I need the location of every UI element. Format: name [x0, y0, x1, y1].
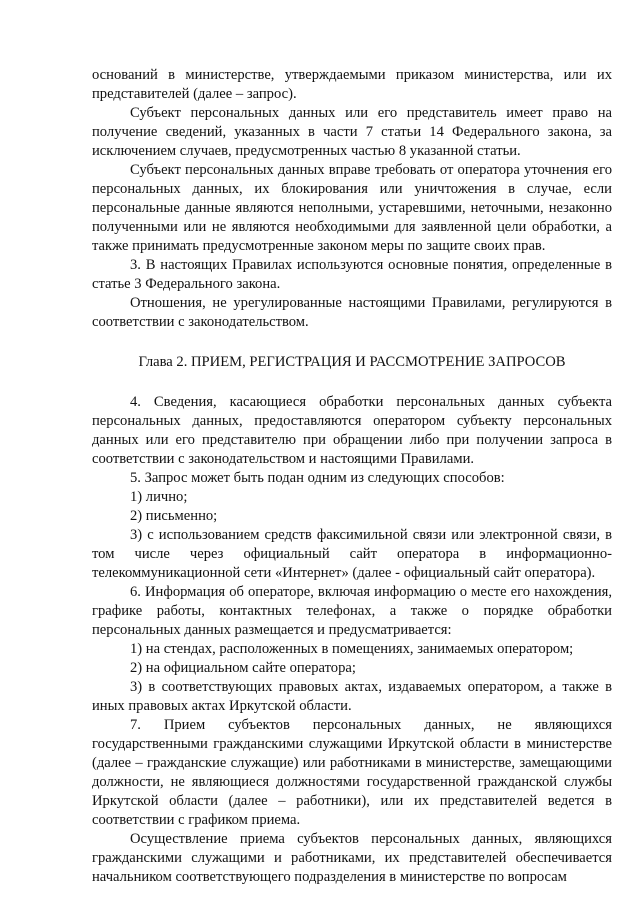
list-item: 1) на стендах, расположенных в помещениях, занимаемых оператором;: [130, 641, 574, 657]
paragraph-right-to-info: Субъект персональных данных или его представитель имеет право на получение сведений, указанных в части 7 статьи 14 Федерального закона, за исключением случаев, предусмотренных частью 8 указанной статьи.: [92, 105, 612, 159]
paragraph-item-5-intro: 5. Запрос может быть подан одним из следующих способов:: [130, 470, 505, 486]
list-item: 1) лично;: [130, 489, 188, 505]
paragraph-relations: Отношения, не урегулированные настоящими Правилами, регулируются в соответствии с законодательством.: [92, 295, 612, 330]
paragraph-reception: Осуществление приема субъектов персональных данных, являющихся гражданскими служащими и работниками, их представителей обеспечивается начальником соответствующего подразделения в министерстве по вопросам: [92, 831, 612, 885]
list-item: 3) в соответствующих правовых актах, издаваемых оператором, а также в иных правовых актах Иркутской области.: [92, 679, 612, 714]
paragraph-item-4: 4. Сведения, касающиеся обработки персональных данных субъекта персональных данных, предоставляются оператором субъекту персональных данных или его представителю при обращении либо при получении запроса в соответствии с законодательством и настоящими Правилами.: [92, 394, 612, 467]
paragraph-right-to-correct: Субъект персональных данных вправе требовать от оператора уточнения его персональных данных, их блокирования или уничтожения в случае, если персональные данные являются неполными, устаревшими, неточными, незаконно полученными или не являются необходимыми для заявленной цели обработки, а также принимать предусмотренные законом меры по защите своих прав.: [92, 162, 612, 254]
paragraph-item-6-intro: 6. Информация об операторе, включая информацию о месте его нахождения, графике работы, контактных телефонах, а также о порядке обработки персональных данных размещается и предусматривается:: [92, 584, 612, 638]
paragraph-item-3: 3. В настоящих Правилах используются основные понятия, определенные в статье 3 Федерального закона.: [92, 257, 612, 292]
list-item: 2) на официальном сайте оператора;: [130, 660, 356, 676]
list-item: 2) письменно;: [130, 508, 218, 524]
paragraph-continuation: оснований в министерстве, утверждаемыми приказом министерства, или их представителей (далее – запрос).: [92, 67, 612, 102]
paragraph-item-7: 7. Прием субъектов персональных данных, не являющихся государственными гражданскими служащими Иркутской области в министерстве (далее – гражданские служащие) или работниками в министерстве, замещающими должности, не являющиеся должностями государственной гражданской службы Иркутской области (далее – работники), или их представителей ведется в соответствии с графиком приема.: [92, 717, 612, 828]
list-item: 3) с использованием средств факсимильной связи или электронной связи, в том числе через официальный сайт оператора в информационно-телекоммуникационной сети «Интернет» (далее - официальный сайт оператора).: [92, 527, 612, 581]
document-body: [92, 66, 612, 887]
chapter-heading: Глава 2. ПРИЕМ, РЕГИСТРАЦИЯ И РАССМОТРЕНИЕ ЗАПРОСОВ: [138, 354, 566, 370]
